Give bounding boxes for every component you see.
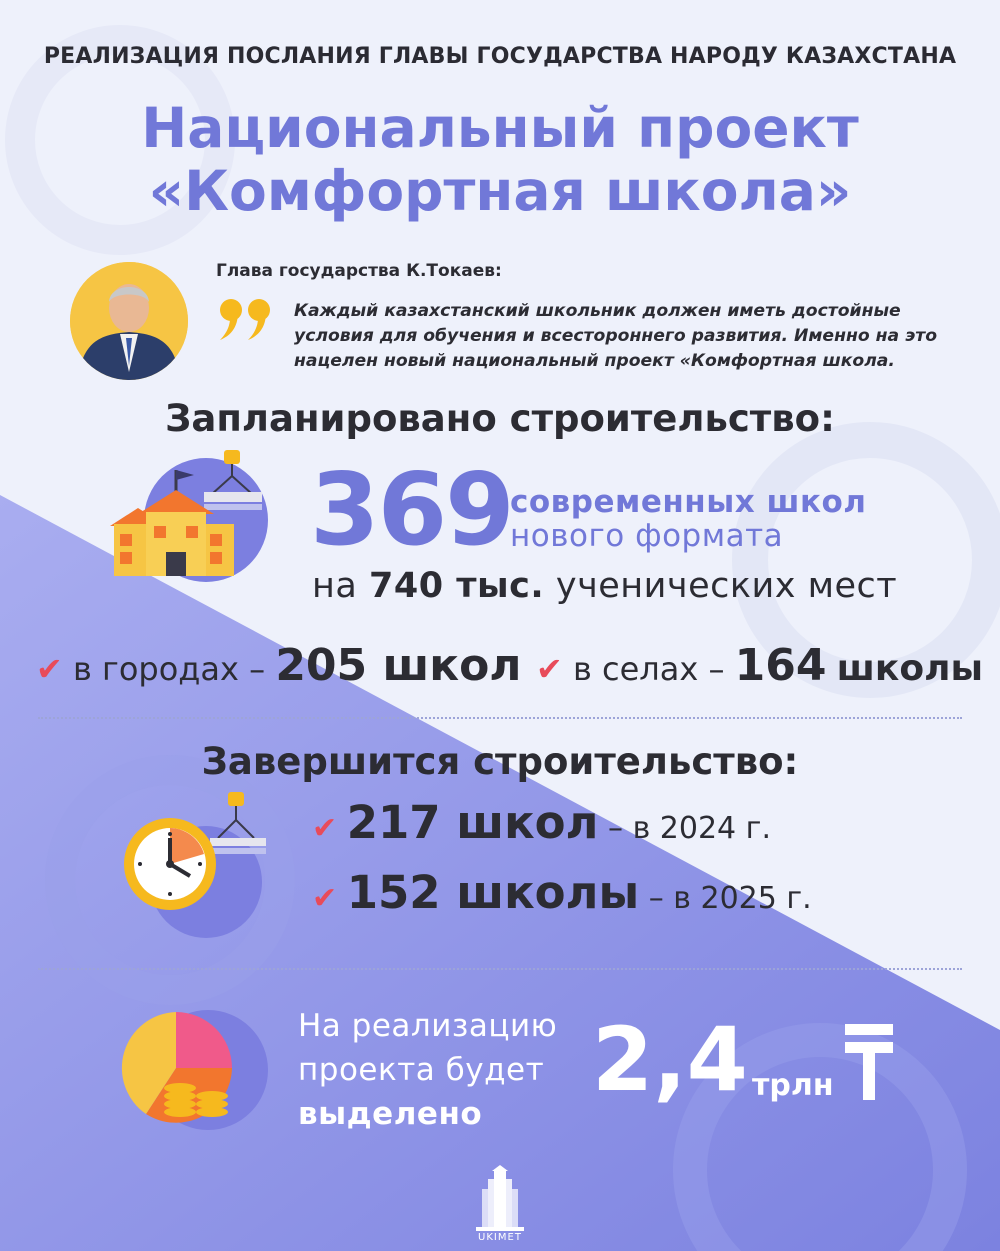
check-icon: ✔ bbox=[312, 881, 338, 916]
funding-line2: проекта будет bbox=[298, 1052, 545, 1088]
places-prefix: на bbox=[312, 566, 358, 606]
completion-suffix: – в 2024 г. bbox=[608, 811, 771, 846]
title-line-2: «Комфортная школа» bbox=[148, 159, 852, 223]
funding-line1: На реализацию bbox=[298, 1008, 558, 1044]
funding-unit: трлн bbox=[752, 1068, 834, 1103]
school-building-icon bbox=[108, 448, 268, 588]
completion-heading: Завершится строительство: bbox=[201, 740, 799, 783]
completion-item-2025 bbox=[312, 866, 812, 919]
planned-desc-line2: нового формата bbox=[510, 518, 784, 554]
cities-value: 205 школ bbox=[275, 640, 522, 691]
divider bbox=[38, 968, 962, 970]
completion-value: 152 школы bbox=[346, 866, 640, 919]
student-places bbox=[312, 566, 897, 606]
cities-line bbox=[36, 640, 522, 691]
villages-unit: школы bbox=[836, 648, 983, 689]
quote-text: Каждый казахстанский школьник должен иметь достойные условия для обучения и всестороннего развития. Именно на это нацелен новый национальный проект «Комфортная школа. bbox=[294, 301, 938, 371]
quote-icon bbox=[218, 294, 274, 342]
places-value: 740 тыс. bbox=[368, 566, 545, 606]
planned-count: 369 bbox=[310, 451, 513, 568]
divider bbox=[38, 717, 962, 719]
places-suffix: ученических мест bbox=[555, 566, 898, 606]
logo-text: UKIMET bbox=[478, 1232, 522, 1243]
pie-chart-coins-icon bbox=[120, 1006, 280, 1136]
planned-heading: Запланировано строительство: bbox=[165, 397, 835, 440]
check-icon: ✔ bbox=[536, 650, 563, 688]
villages-label: в селах – bbox=[572, 650, 725, 688]
president-portrait bbox=[70, 262, 188, 380]
funding-amount: 2,4 bbox=[592, 1008, 748, 1111]
completion-value: 217 школ bbox=[346, 796, 599, 849]
funding-text bbox=[298, 1004, 557, 1136]
check-icon: ✔ bbox=[312, 811, 338, 846]
tenge-icon bbox=[843, 1022, 895, 1102]
villages-line bbox=[536, 640, 983, 691]
clock-icon bbox=[118, 790, 278, 940]
top-line: РЕАЛИЗАЦИЯ ПОСЛАНИЯ ГЛАВЫ ГОСУДАРСТВА НАРОДУ КАЗАХСТАНА bbox=[43, 44, 957, 69]
funding-line3: выделено bbox=[298, 1096, 483, 1132]
villages-value: 164 bbox=[734, 640, 827, 691]
completion-item-2024 bbox=[312, 796, 771, 849]
completion-suffix: – в 2025 г. bbox=[648, 881, 812, 916]
planned-desc-line1: современных школ bbox=[510, 484, 867, 520]
title-line-1: Национальный проект bbox=[141, 96, 859, 160]
quote-speaker: Глава государства К.Токаев: bbox=[216, 261, 502, 281]
check-icon: ✔ bbox=[36, 650, 63, 688]
cities-label: в городах – bbox=[72, 650, 266, 688]
